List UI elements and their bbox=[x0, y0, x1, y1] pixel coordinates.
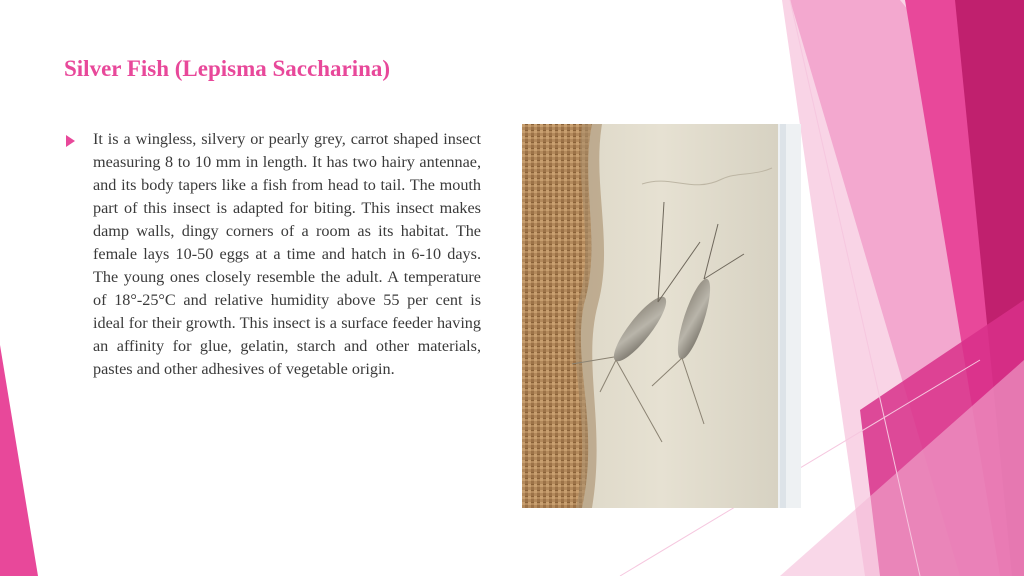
bullet-paragraph: It is a wingless, silvery or pearly grey, carrot shaped insect measuring 8 to 10 mm in length. It has two hairy antennae, and its body tapers like a fish from head to tail. The mouth part of this insect is adapted for biting. This insect makes damp walls, dingy corners of a room as its habitat. The female lays 10-50 eggs at a time and hatch in 6-10 days. The young ones closely resemble the adult. A temperature of 18°-25°C and relative humidity above 55 per cent is ideal for their growth. This insect is a surface feeder having an affinity for glue, gelatin, starch and other materials, pastes and other adhesives of vegetable origin. bbox=[93, 130, 481, 378]
slide-title: Silver Fish (Lepisma Saccharina) bbox=[64, 56, 391, 81]
silverfish-photo bbox=[522, 124, 801, 508]
left-edge-shape bbox=[0, 345, 38, 576]
bullet-arrow-icon bbox=[66, 135, 75, 147]
